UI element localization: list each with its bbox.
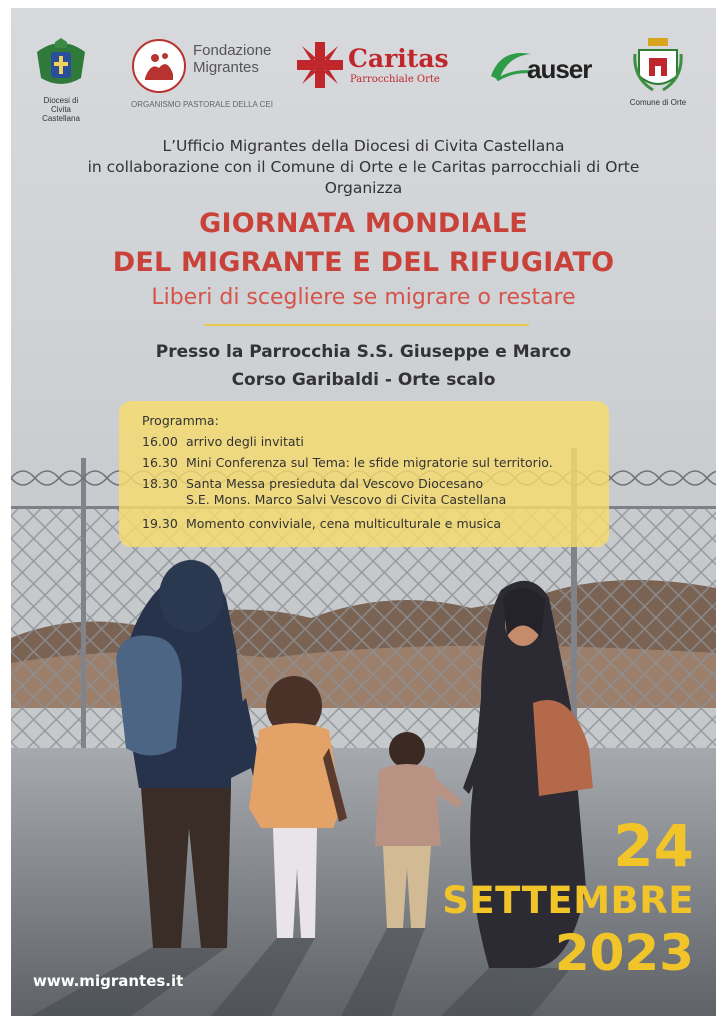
location-line1: Presso la Parrocchia S.S. Giuseppe e Marco xyxy=(155,342,572,362)
diocese-logo xyxy=(33,38,89,123)
migrantes-emblem-icon xyxy=(131,38,187,94)
fondazione-name-line2: Migrantes xyxy=(193,59,259,76)
program-heading: Programma: xyxy=(142,413,219,428)
program-item-text: Santa Messa presieduta dal Vescovo Diocesano xyxy=(186,476,484,491)
program-item-time xyxy=(142,491,186,508)
program-item-text: arrivo degli invitati xyxy=(186,434,304,449)
intro-line2: in collaborazione con il Comune di Orte e le Caritas parrocchiali di Orte xyxy=(87,158,640,176)
diocese-caption-line1: Diocesi di xyxy=(43,96,79,105)
website-link[interactable]: www.migrantes.it xyxy=(33,972,184,990)
event-date-day: 24 xyxy=(613,812,694,880)
comune-caption: Comune di Orte xyxy=(629,98,687,107)
caritas-name: Caritas xyxy=(348,44,449,73)
fondazione-name xyxy=(193,42,271,76)
program-item-text: S.E. Mons. Marco Salvi Vescovo di Civita Castellana xyxy=(186,492,507,507)
event-date-month: SETTEMBRE xyxy=(442,879,694,922)
fondazione-migrantes-logo xyxy=(131,38,281,113)
intro-text xyxy=(11,136,716,199)
intro-line1: L’Ufficio Migrantes della Diocesi di Civita Castellana xyxy=(162,137,565,155)
program-item-text: Momento conviviale, cena multiculturale e musica xyxy=(186,516,502,531)
caritas-subtitle: Parrocchiale Orte xyxy=(350,74,440,85)
event-title-line2: DEL MIGRANTE E DEL RIFUGIATO xyxy=(112,247,615,278)
diocese-coat-of-arms-icon xyxy=(33,38,89,92)
fondazione-subtitle: ORGANISMO PASTORALE DELLA CEI xyxy=(131,100,273,109)
comune-logo xyxy=(628,38,688,107)
comune-crest-icon xyxy=(633,38,683,94)
event-subtitle: Liberi di scegliere se migrare o restare xyxy=(151,285,576,310)
program-item xyxy=(142,513,553,534)
program-item-time: 18.30 xyxy=(142,476,178,491)
program-item-time: 19.30 xyxy=(142,516,178,531)
program-item xyxy=(142,491,553,508)
divider-line xyxy=(204,324,529,326)
program-item-text: Mini Conferenza sul Tema: le sfide migratorie sul territorio. xyxy=(186,455,553,470)
event-date xyxy=(442,814,694,982)
event-date-year: 2023 xyxy=(554,924,694,982)
program-item xyxy=(142,452,553,473)
program-item xyxy=(142,431,553,452)
auser-logo xyxy=(487,38,617,98)
caritas-cross-icon xyxy=(296,40,344,90)
program-box xyxy=(119,401,609,547)
location xyxy=(11,338,716,394)
logos-row xyxy=(11,38,716,123)
location-line2: Corso Garibaldi - Orte scalo xyxy=(231,370,496,390)
diocese-caption xyxy=(33,96,89,123)
event-title xyxy=(11,204,716,282)
fondazione-name-line1: Fondazione xyxy=(193,42,272,59)
intro-line3: Organizza xyxy=(324,179,403,197)
event-poster xyxy=(11,8,716,1016)
auser-name: auser xyxy=(527,54,592,84)
event-title-line1: GIORNATA MONDIALE xyxy=(199,208,528,239)
program-item-time: 16.00 xyxy=(142,434,178,449)
diocese-caption-line2: Civita Castellana xyxy=(42,105,80,123)
program-item-time: 16.30 xyxy=(142,455,178,470)
program-list xyxy=(142,410,553,534)
caritas-logo xyxy=(296,38,466,98)
